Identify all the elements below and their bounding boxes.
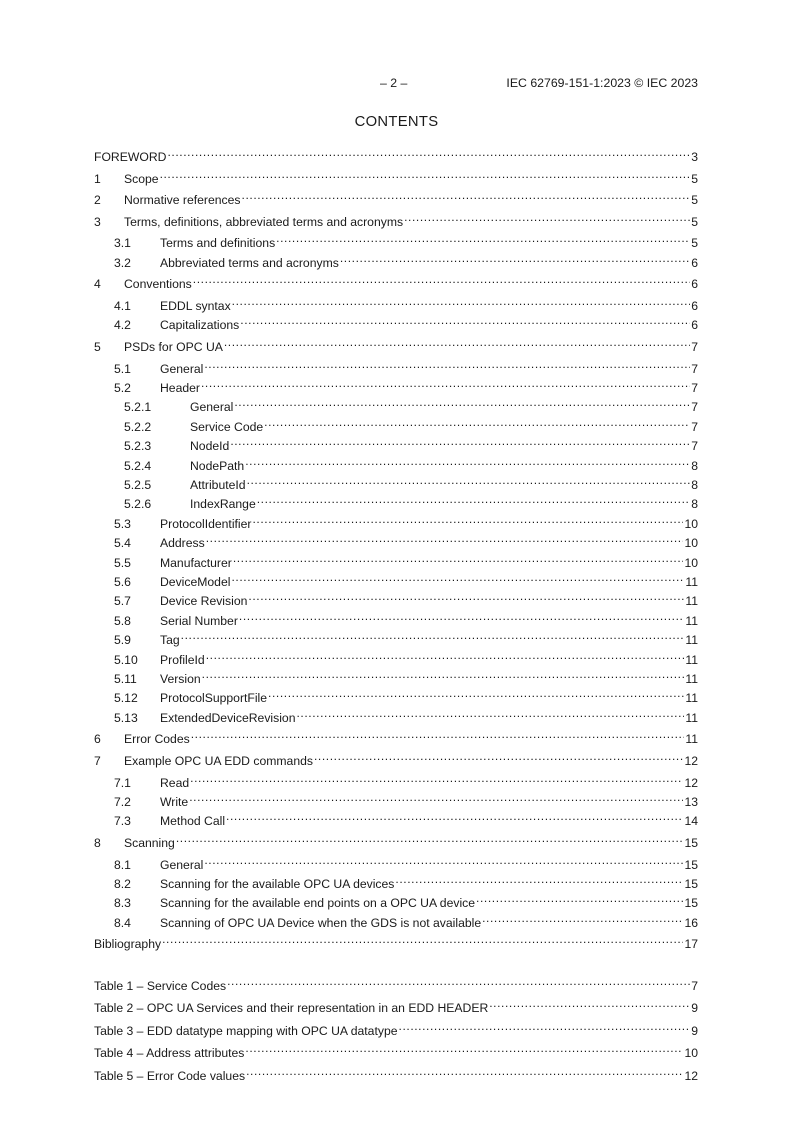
toc-entry-title: Device Revision: [160, 594, 248, 609]
dot-leader: [167, 145, 690, 161]
toc-entry-page: 12: [684, 754, 698, 768]
toc-entry-number: 5.6: [114, 575, 131, 589]
toc-entry-page: 10: [684, 536, 698, 551]
dot-leader: [193, 272, 690, 288]
toc-entry-number: 1: [94, 171, 101, 186]
toc-entry-number: 7: [94, 754, 101, 768]
toc-entry[interactable]: [94, 313, 698, 333]
toc-entry[interactable]: [94, 749, 698, 768]
toc-entry-title: Table 4 – Address attributes: [94, 1046, 245, 1061]
toc-entry-title: Table 2 – OPC UA Services and their representation in an EDD HEADER: [94, 1001, 489, 1016]
toc-entry-number: 8.4: [114, 915, 131, 930]
toc-entry[interactable]: [94, 686, 698, 706]
toc-entry[interactable]: [94, 628, 698, 648]
toc-entry-number: 8: [94, 836, 101, 850]
toc-entry-page: 6: [691, 277, 698, 292]
dot-leader: [245, 1041, 683, 1057]
toc-entry-page: 13: [684, 795, 698, 809]
dot-leader: [239, 609, 684, 625]
dot-leader: [191, 727, 685, 743]
toc-entry-title: Read: [160, 775, 190, 790]
toc-entry[interactable]: [94, 473, 698, 492]
dot-leader: [264, 415, 690, 431]
toc-entry-page: 8: [691, 497, 698, 512]
toc-entry-page: 11: [685, 732, 698, 747]
toc-entry-title: Version: [160, 672, 201, 686]
toc-entry-number: 7.1: [114, 775, 131, 790]
dot-leader: [395, 872, 683, 888]
toc-entry-number: 4.1: [114, 299, 131, 313]
toc-entry-page: 7: [691, 439, 698, 454]
toc-entry-page: 7: [691, 340, 698, 354]
dot-leader: [206, 531, 684, 547]
toc-entry-number: 3.2: [114, 255, 131, 270]
toc-entry[interactable]: [94, 492, 698, 512]
toc-entry-title: Header: [160, 381, 200, 395]
toc-entry-page: 10: [684, 516, 698, 531]
toc-entry-title: Manufacturer: [160, 555, 232, 570]
toc-entry-number: 5.7: [114, 594, 131, 609]
toc-entry-title: Write: [160, 795, 189, 809]
toc-entry-title: Table 1 – Service Codes: [94, 979, 227, 993]
dot-leader: [245, 454, 690, 470]
toc-entry-number: 5.5: [114, 555, 131, 570]
toc-entry-page: 11: [685, 594, 698, 609]
toc-entry-number: 7.2: [114, 795, 131, 809]
dot-leader: [240, 313, 690, 329]
toc-entry[interactable]: [94, 809, 698, 829]
toc-entry-page: 12: [684, 775, 698, 790]
toc-entry[interactable]: [94, 706, 698, 725]
toc-entry-title: Method Call: [160, 814, 226, 829]
dot-leader: [257, 492, 690, 508]
toc-entry-page: 9: [691, 1023, 698, 1038]
toc-entry-page: 5: [691, 171, 698, 186]
table-list-entry[interactable]: [94, 1019, 698, 1038]
toc-entry-number: 5.4: [114, 536, 131, 551]
toc-entry-page: 7: [691, 400, 698, 415]
contents-title: CONTENTS: [354, 114, 439, 130]
toc-entry-number: 3: [94, 214, 101, 229]
toc-entry[interactable]: [94, 395, 698, 415]
toc-entry-number: 3.1: [114, 236, 131, 251]
toc-entry[interactable]: [94, 251, 698, 270]
toc-entry-number: 8.3: [114, 896, 131, 911]
toc-entry[interactable]: [94, 434, 698, 454]
toc-entry[interactable]: [94, 188, 698, 208]
toc-entry[interactable]: [94, 415, 698, 434]
toc-entry-number: 5.2.1: [124, 400, 152, 415]
toc-entry-title: Example OPC UA EDD commands: [124, 754, 313, 768]
toc-entry-title: ProtocolIdentifier: [160, 516, 252, 531]
toc-entry-page: 7: [691, 361, 698, 376]
toc-entry-title: Bibliography: [94, 937, 162, 952]
toc-entry-title: Scope: [124, 171, 159, 186]
toc-entry-title: Service Code: [190, 419, 264, 434]
toc-entry[interactable]: [94, 531, 698, 551]
toc-entry[interactable]: [94, 272, 698, 292]
toc-entry-number: 6: [94, 732, 101, 747]
toc-entry-page: 8: [691, 478, 698, 492]
toc-entry-title: AttributeId: [190, 478, 246, 492]
dot-leader: [248, 589, 684, 605]
toc-entry-title: ProfileId: [160, 652, 205, 667]
toc-entry-title: IndexRange: [190, 497, 256, 512]
toc-entry-number: 5.3: [114, 516, 131, 531]
toc-entry-page: 11: [685, 710, 698, 725]
toc-entry[interactable]: [94, 872, 698, 891]
document-reference: IEC 62769-151-1:2023 © IEC 2023: [506, 76, 698, 90]
toc-entry-page: 7: [691, 381, 698, 395]
toc-entry-title: Conventions: [124, 277, 192, 292]
toc-entry-page: 5: [691, 193, 698, 208]
toc-entry-page: 6: [691, 299, 698, 313]
toc-entry[interactable]: [94, 727, 698, 747]
toc-entry-number: 5.13: [114, 710, 138, 725]
toc-entry-page: 7: [691, 419, 698, 434]
dot-leader: [190, 771, 683, 787]
toc-entry-number: 5.11: [114, 672, 137, 686]
toc-entry-page: 12: [684, 1068, 698, 1083]
dot-leader: [160, 167, 691, 183]
dot-leader: [476, 891, 683, 907]
toc-entry-title: Capitalizations: [160, 318, 240, 333]
dot-leader: [206, 648, 685, 664]
dot-leader: [268, 686, 684, 702]
toc-entry-title: FOREWORD: [94, 150, 167, 164]
toc-entry-page: 10: [684, 1046, 698, 1061]
toc-entry[interactable]: [94, 145, 698, 164]
toc-entry-title: Table 5 – Error Code values: [94, 1068, 246, 1083]
dot-leader: [181, 628, 685, 644]
dot-leader: [314, 749, 683, 765]
toc-entry-number: 5: [94, 340, 101, 354]
dot-leader: [276, 231, 690, 247]
toc-entry-title: Table 3 – EDD datatype mapping with OPC UA datatype: [94, 1023, 398, 1038]
page-header: [0, 76, 793, 92]
dot-leader: [201, 376, 690, 392]
table-list-entry[interactable]: [94, 1041, 698, 1061]
toc-entry-number: 8.2: [114, 877, 131, 891]
table-list-entry[interactable]: [94, 1064, 698, 1083]
toc-entry[interactable]: [94, 589, 698, 609]
toc-entry-title: ProtocolSupportFile: [160, 691, 268, 706]
dot-leader: [242, 188, 691, 204]
dot-leader: [202, 667, 685, 683]
toc-entry[interactable]: [94, 667, 698, 686]
toc-entry-number: 5.2.2: [124, 419, 152, 434]
toc-entry[interactable]: [94, 648, 698, 667]
dot-leader: [340, 251, 690, 267]
toc-entry-number: 5.2.3: [124, 439, 152, 454]
toc-entry-page: 17: [684, 937, 698, 952]
dot-leader: [230, 434, 690, 450]
dot-leader: [247, 473, 691, 489]
toc-entry[interactable]: [94, 335, 698, 354]
page-number: – 2 –: [380, 76, 408, 90]
toc-entry-title: NodeId: [190, 439, 230, 454]
toc-entry-number: 5.2.5: [124, 478, 152, 492]
toc-entry-number: 5.2.4: [124, 458, 152, 473]
dot-leader: [232, 294, 691, 310]
toc-entry-title: Terms, definitions, abbreviated terms and acronyms: [124, 214, 404, 229]
dot-leader: [224, 335, 690, 351]
toc-entry-title: Normative references: [124, 193, 241, 208]
toc-entry-page: 15: [684, 857, 698, 872]
toc-entry[interactable]: [94, 609, 698, 628]
toc-entry-number: 8.1: [114, 857, 131, 872]
toc-entry-title: PSDs for OPC UA: [124, 340, 223, 354]
toc-entry-title: General: [160, 857, 204, 872]
toc-entry-title: Scanning of OPC UA Device when the GDS is not available: [160, 915, 482, 930]
dot-leader: [252, 512, 683, 528]
toc-entry-page: 11: [685, 652, 698, 667]
toc-entry-page: 9: [691, 1001, 698, 1016]
dot-leader: [226, 809, 683, 825]
toc-entry-title: Terms and definitions: [160, 236, 276, 251]
toc-entry[interactable]: [94, 551, 698, 570]
toc-entry-page: 6: [691, 318, 698, 333]
toc-entry-number: 5.10: [114, 652, 138, 667]
toc-entry[interactable]: [94, 294, 698, 313]
toc-entry-title: Scanning: [124, 836, 175, 850]
dot-leader: [204, 357, 690, 373]
toc-entry-title: Tag: [160, 633, 180, 648]
toc-entry-number: 5.12: [114, 691, 138, 706]
toc-entry-page: 15: [684, 896, 698, 911]
toc-entry[interactable]: [94, 512, 698, 531]
table-list-entry[interactable]: [94, 974, 698, 993]
toc-entry-title: EDDL syntax: [160, 299, 231, 313]
dot-leader: [234, 395, 690, 411]
toc-entry-page: 14: [684, 814, 698, 829]
toc-entry-page: 5: [691, 214, 698, 229]
toc-entry[interactable]: [94, 831, 698, 850]
toc-entry-page: 11: [685, 672, 698, 686]
dot-leader: [189, 790, 683, 806]
toc-entry-page: 11: [685, 613, 698, 628]
toc-entry-page: 10: [684, 555, 698, 570]
toc-entry-number: 5.8: [114, 613, 131, 628]
toc-entry[interactable]: [94, 570, 698, 589]
toc-entry-page: 15: [684, 877, 698, 891]
toc-entry-title: Error Codes: [124, 732, 190, 747]
dot-leader: [227, 974, 690, 990]
toc-entry[interactable]: [94, 853, 698, 872]
toc-entry-title: DeviceModel: [160, 575, 231, 589]
toc-entry-page: 11: [685, 633, 698, 648]
toc-entry[interactable]: [94, 790, 698, 809]
toc-entry-title: General: [190, 400, 234, 415]
toc-entry[interactable]: [94, 376, 698, 395]
toc-entry-title: General: [160, 361, 204, 376]
toc-entry-page: 3: [691, 150, 698, 164]
toc-entry-title: Serial Number: [160, 613, 238, 628]
toc-entry[interactable]: [94, 210, 698, 229]
toc-entry[interactable]: [94, 932, 698, 952]
toc-entry[interactable]: [94, 167, 698, 186]
toc-entry-page: 11: [685, 575, 698, 589]
dot-leader: [482, 911, 683, 927]
toc-entry[interactable]: [94, 891, 698, 911]
dot-leader: [162, 932, 683, 948]
toc-entry[interactable]: [94, 771, 698, 790]
table-list-entry[interactable]: [94, 996, 698, 1016]
toc-entry-title: NodePath: [190, 458, 245, 473]
toc-entry-number: 4: [94, 277, 101, 292]
toc-entry-title: Scanning for the available end points on a OPC UA device: [160, 896, 476, 911]
toc-entry-title: Address: [160, 536, 205, 551]
dot-leader: [489, 996, 690, 1012]
dot-leader: [231, 570, 684, 586]
dot-leader: [246, 1064, 683, 1080]
dot-leader: [297, 706, 685, 722]
toc-entry[interactable]: [94, 454, 698, 473]
toc-entry[interactable]: [94, 231, 698, 251]
toc-entry-page: 8: [691, 458, 698, 473]
toc-entry-title: Scanning for the available OPC UA devices: [160, 877, 395, 891]
toc-entry-number: 7.3: [114, 814, 131, 829]
toc-entry-page: 11: [685, 691, 698, 706]
toc-entry-number: 2: [94, 193, 101, 208]
toc-entry[interactable]: [94, 357, 698, 376]
dot-leader: [204, 853, 683, 869]
toc-entry-page: 15: [684, 836, 698, 850]
toc-entry-page: 16: [684, 915, 698, 930]
toc-entry[interactable]: [94, 911, 698, 930]
dot-leader: [233, 551, 684, 567]
dot-leader: [404, 210, 690, 226]
toc-entry-page: 7: [691, 979, 698, 993]
toc-entry-page: 5: [691, 236, 698, 251]
toc-entry-number: 5.2.6: [124, 497, 152, 512]
toc-entry-number: 4.2: [114, 318, 131, 333]
dot-leader: [399, 1019, 691, 1035]
toc-entry-title: ExtendedDeviceRevision: [160, 710, 296, 725]
toc-entry-number: 5.1: [114, 361, 131, 376]
toc-entry-page: 6: [691, 255, 698, 270]
dot-leader: [176, 831, 684, 847]
toc-entry-number: 5.2: [114, 381, 131, 395]
toc-entry-number: 5.9: [114, 633, 131, 648]
toc-entry-title: Abbreviated terms and acronyms: [160, 255, 339, 270]
